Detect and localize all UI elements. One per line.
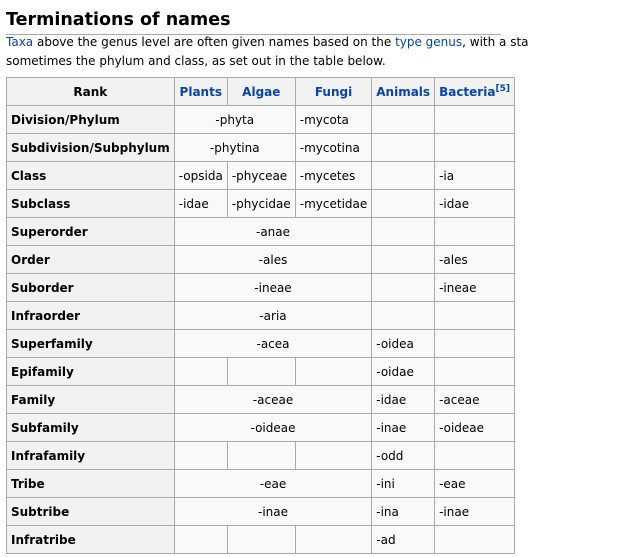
plants-cell: -idae — [174, 190, 227, 218]
algae-cell: -phyceae — [227, 162, 295, 190]
bacteria-cell — [435, 526, 515, 554]
bacteria-cell: -idae — [435, 190, 515, 218]
rank-cell: Class — [7, 162, 175, 190]
plants-fungi-cell: -eae — [174, 470, 372, 498]
animals-cell — [372, 246, 435, 274]
table-row — [7, 498, 515, 526]
bacteria-cell — [435, 442, 515, 470]
animals-cell: -oidae — [372, 358, 435, 386]
header-bacteria[interactable] — [435, 78, 515, 106]
type-genus-link[interactable]: type genus — [395, 35, 463, 49]
animals-cell — [372, 106, 435, 134]
table-row — [7, 274, 515, 302]
algae-cell — [227, 358, 295, 386]
plants-cell — [174, 526, 227, 554]
intro-line-2: sometimes the phylum and class, as set out in the table below. — [6, 54, 386, 68]
bacteria-cell — [435, 106, 515, 134]
bacteria-cell — [435, 134, 515, 162]
animals-cell — [372, 190, 435, 218]
rank-cell: Tribe — [7, 470, 175, 498]
bacteria-cell — [435, 330, 515, 358]
rank-cell: Superfamily — [7, 330, 175, 358]
bacteria-cell — [435, 302, 515, 330]
animals-cell: -odd — [372, 442, 435, 470]
rank-cell: Division/Phylum — [7, 106, 175, 134]
animals-cell: -ini — [372, 470, 435, 498]
intro-text-2: , with a sta — [462, 35, 529, 49]
table-row — [7, 106, 515, 134]
plants-fungi-cell: -inae — [174, 498, 372, 526]
intro-text-1: above the genus level are often given names based on the — [33, 35, 396, 49]
animals-cell — [372, 302, 435, 330]
plants-algae-cell: -phyta — [174, 106, 295, 134]
intro-paragraph — [6, 33, 529, 71]
table-row — [7, 246, 515, 274]
plants-fungi-cell: -aceae — [174, 386, 372, 414]
bacteria-cell: -eae — [435, 470, 515, 498]
rank-terminations-table — [6, 77, 515, 554]
fungi-cell: -mycetidae — [295, 190, 372, 218]
rank-cell: Subtribe — [7, 498, 175, 526]
bacteria-label[interactable]: Bacteria — [439, 84, 496, 99]
table-header-row — [7, 78, 515, 106]
table-row — [7, 330, 515, 358]
plants-fungi-cell: -oideae — [174, 414, 372, 442]
rank-cell: Subclass — [7, 190, 175, 218]
header-algae[interactable]: Algae — [227, 78, 295, 106]
animals-cell — [372, 274, 435, 302]
algae-cell — [227, 526, 295, 554]
rank-cell: Subdivision/Subphylum — [7, 134, 175, 162]
bacteria-cell: -ales — [435, 246, 515, 274]
fungi-cell: -mycota — [295, 106, 372, 134]
bacteria-cell — [435, 218, 515, 246]
table-row — [7, 442, 515, 470]
table-row — [7, 358, 515, 386]
table-row — [7, 134, 515, 162]
table-row — [7, 218, 515, 246]
section-heading: Terminations of names — [6, 9, 501, 35]
animals-cell — [372, 134, 435, 162]
fungi-cell — [295, 358, 372, 386]
animals-cell: -ad — [372, 526, 435, 554]
animals-cell — [372, 162, 435, 190]
table-row — [7, 526, 515, 554]
bacteria-cell: -ia — [435, 162, 515, 190]
rank-cell: Superorder — [7, 218, 175, 246]
algae-cell — [227, 442, 295, 470]
table-row — [7, 386, 515, 414]
animals-cell: -inae — [372, 414, 435, 442]
rank-cell: Infraorder — [7, 302, 175, 330]
fungi-cell: -mycotina — [295, 134, 372, 162]
animals-cell: -ina — [372, 498, 435, 526]
rank-cell: Epifamily — [7, 358, 175, 386]
plants-cell — [174, 358, 227, 386]
plants-fungi-cell: -anae — [174, 218, 372, 246]
animals-cell: -idae — [372, 386, 435, 414]
plants-fungi-cell: -aria — [174, 302, 372, 330]
header-animals[interactable]: Animals — [372, 78, 435, 106]
plants-fungi-cell: -acea — [174, 330, 372, 358]
table-row — [7, 190, 515, 218]
taxa-link[interactable]: Taxa — [6, 35, 34, 49]
plants-fungi-cell: -ineae — [174, 274, 372, 302]
table-row — [7, 302, 515, 330]
header-plants[interactable]: Plants — [174, 78, 227, 106]
table-row — [7, 414, 515, 442]
fungi-cell — [295, 442, 372, 470]
rank-cell: Family — [7, 386, 175, 414]
rank-cell: Infrafamily — [7, 442, 175, 470]
bacteria-cell: -aceae — [435, 386, 515, 414]
table-row — [7, 470, 515, 498]
bacteria-cell: -ineae — [435, 274, 515, 302]
table-row — [7, 162, 515, 190]
citation-link[interactable]: [5] — [495, 83, 510, 94]
plants-cell — [174, 442, 227, 470]
rank-cell: Subfamily — [7, 414, 175, 442]
rank-cell: Order — [7, 246, 175, 274]
plants-cell: -opsida — [174, 162, 227, 190]
plants-algae-cell: -phytina — [174, 134, 295, 162]
rank-cell: Suborder — [7, 274, 175, 302]
bacteria-cell: -oideae — [435, 414, 515, 442]
algae-cell: -phycidae — [227, 190, 295, 218]
animals-cell: -oidea — [372, 330, 435, 358]
animals-cell — [372, 218, 435, 246]
bacteria-cell — [435, 358, 515, 386]
plants-fungi-cell: -ales — [174, 246, 372, 274]
header-rank: Rank — [7, 78, 175, 106]
fungi-cell — [295, 526, 372, 554]
fungi-cell: -mycetes — [295, 162, 372, 190]
rank-cell: Infratribe — [7, 526, 175, 554]
header-fungi[interactable]: Fungi — [295, 78, 372, 106]
bacteria-cell: -inae — [435, 498, 515, 526]
